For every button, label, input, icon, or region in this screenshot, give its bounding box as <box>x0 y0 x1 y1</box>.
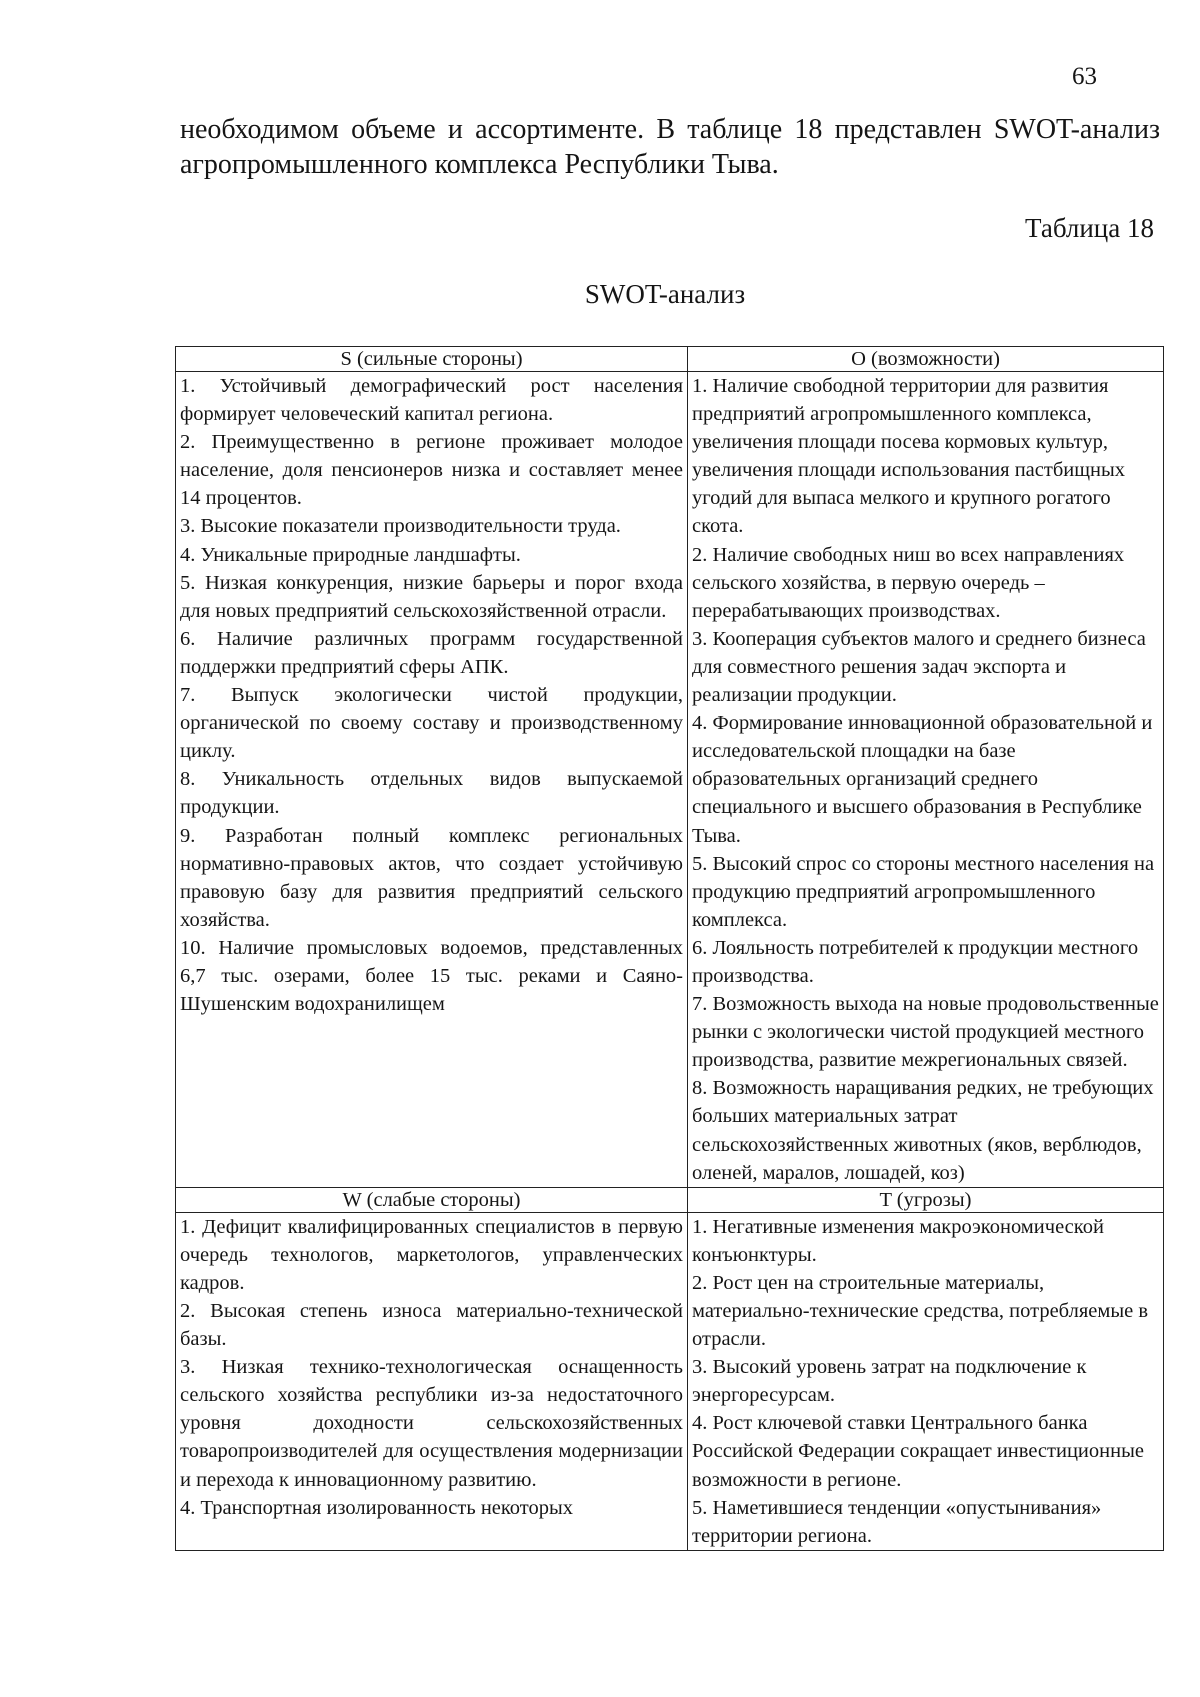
threat-item: 4. Рост ключевой ставки Центрального банка Российской Федерации сокращает инвестиционные возможности в регионе. <box>692 1412 1144 1491</box>
strength-item: 5. Низкая конкуренция, низкие барьеры и порог входа для новых предприятий сельскохозяйственной отрасли. <box>180 571 683 622</box>
swot-body-row-top <box>176 372 1164 1188</box>
opportunity-item: 4. Формирование инновационной образовательной и исследовательской площадки на базе образовательных организаций среднего специального и высшего образования в Республике Тыва. <box>692 712 1153 847</box>
swot-header-row-bottom <box>176 1187 1164 1212</box>
swot-table <box>175 346 1164 1551</box>
intro-paragraph: необходимом объеме и ассортименте. В таблице 18 представлен SWOT-анализ агропромышленного комплекса Республики Тыва. <box>180 114 1160 180</box>
opportunities-header: O (возможности) <box>688 347 1164 372</box>
swot-header-row-top <box>176 347 1164 372</box>
threat-item: 5. Наметившиеся тенденции «опустынивания» территории региона. <box>692 1496 1102 1547</box>
strength-item: 4. Уникальные природные ландшафты. <box>180 543 521 566</box>
strengths-cell <box>176 372 688 1188</box>
threat-item: 1. Негативные изменения макроэкономической конъюнктуры. <box>692 1215 1104 1266</box>
swot-body-row-bottom <box>176 1212 1164 1550</box>
threat-item: 2. Рост цен на строительные материалы, материально-технические средства, потребляемые в отрасли. <box>692 1271 1148 1351</box>
opportunity-item: 8. Возможность наращивания редких, не требующих больших материальных затрат сельскохозяйственных животных (яков, верблюдов, оленей, маралов, лошадей, коз) <box>692 1077 1154 1184</box>
table-title: SWOT-анализ <box>584 279 746 309</box>
weaknesses-cell <box>176 1212 688 1550</box>
strength-item: 7. Выпуск экологически чистой продукции, органической по своему составу и производственному циклу. <box>180 684 683 763</box>
opportunities-cell <box>688 372 1164 1188</box>
strengths-header: S (сильные стороны) <box>176 347 688 372</box>
opportunity-item: 3. Кооперация субъектов малого и среднего бизнеса для совместного решения задач экспорта и реализации продукции. <box>692 627 1146 707</box>
weakness-item: 2. Высокая степень износа материально-технической базы. <box>180 1300 683 1351</box>
opportunity-item: 7. Возможность выхода на новые продовольственные рынки с экологически чистой продукцией местного производства, развитие межрегиональных связей. <box>692 993 1159 1072</box>
weakness-item: 4. Транспортная изолированность некоторых <box>180 1496 573 1519</box>
strength-item: 8. Уникальность отдельных видов выпускаемой продукции. <box>180 768 683 819</box>
strength-item: 3. Высокие показатели производительности труда. <box>180 515 621 538</box>
threats-cell <box>688 1212 1164 1550</box>
opportunity-item: 5. Высокий спрос со стороны местного населения на продукцию предприятий агропромышленного комплекса. <box>692 852 1155 931</box>
opportunity-item: 6. Лояльность потребителей к продукции местного производства. <box>692 936 1139 987</box>
threat-item: 3. Высокий уровень затрат на подключение к энергоресурсам. <box>692 1356 1087 1407</box>
strength-item: 6. Наличие различных программ государственной поддержки предприятий сферы АПК. <box>180 627 683 678</box>
strength-item: 2. Преимущественно в регионе проживает молодое население, доля пенсионеров низка и составляет менее 14 процентов. <box>180 431 683 510</box>
page-number: 63 <box>1072 63 1097 90</box>
strength-item: 1. Устойчивый демографический рост населения формирует человеческий капитал региона. <box>180 375 683 426</box>
opportunity-item: 2. Наличие свободных ниш во всех направлениях сельского хозяйства, в первую очередь – перерабатывающих производствах. <box>692 543 1125 622</box>
opportunity-item: 1. Наличие свободной территории для развития предприятий агропромышленного комплекса, увеличения площади посева кормовых культур, увеличения площади использования пастбищных угодий для выпаса мелкого и крупного рогатого скота. <box>692 375 1126 538</box>
weaknesses-header: W (слабые стороны) <box>176 1187 688 1212</box>
weakness-item: 1. Дефицит квалифицированных специалистов в первую очередь технологов, маркетологов, управленческих кадров. <box>180 1215 683 1294</box>
strength-item: 9. Разработан полный комплекс региональных нормативно-правовых актов, что создает устойчивую правовую базу для развития предприятий сельского хозяйства. <box>180 824 683 931</box>
weakness-item: 3. Низкая технико-технологическая оснащенность сельского хозяйства республики из-за недостаточного уровня доходности сельскохозяйственных товаропроизводителей для осуществления модернизации и перехода к инновационному развитию. <box>180 1356 683 1491</box>
threats-header: T (угрозы) <box>688 1187 1164 1212</box>
table-label: Таблица 18 <box>1025 213 1154 243</box>
strength-item: 10. Наличие промысловых водоемов, представленных 6,7 тыс. озерами, более 15 тыс. реками и Саяно-Шушенским водохранилищем <box>180 936 683 1016</box>
